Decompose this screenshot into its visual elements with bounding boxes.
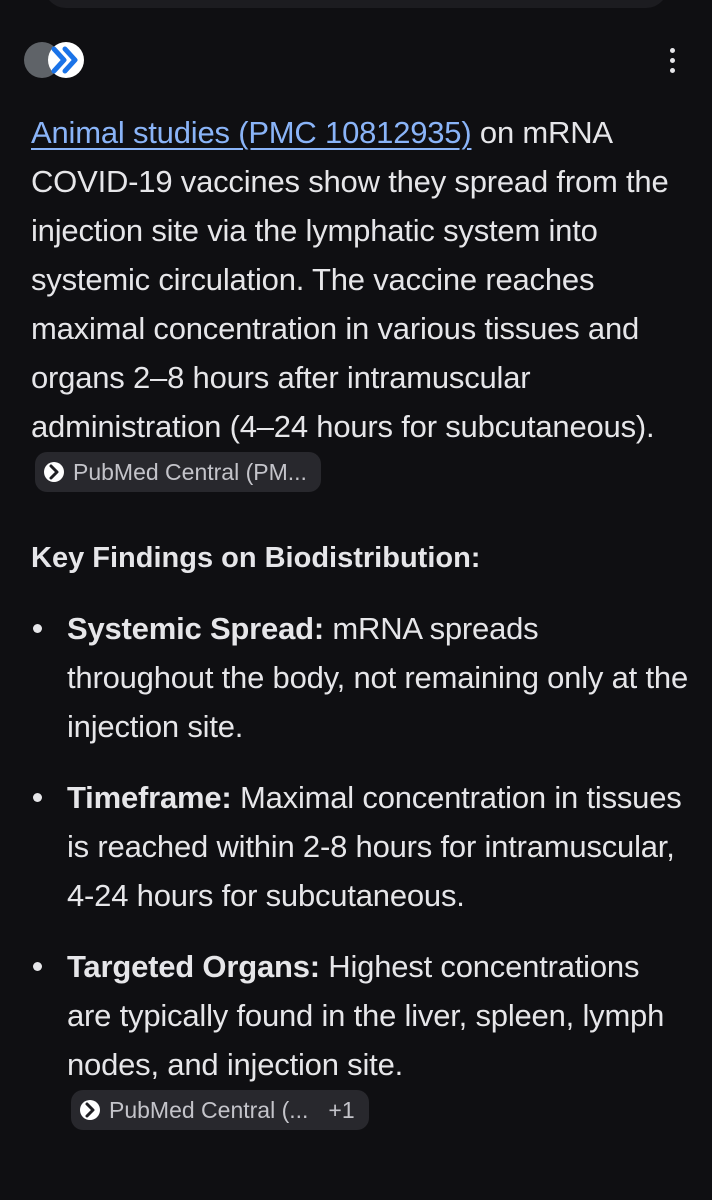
finding-text: Highest concentrations are typically found in the liver, spleen, lymph nodes, and injection site. xyxy=(67,949,665,1082)
more-vert-icon[interactable] xyxy=(660,42,684,78)
previous-card-edge xyxy=(44,0,668,8)
source-more-count: +1 xyxy=(328,1097,355,1123)
pmc-source-link[interactable]: Animal studies (PMC 10812935) xyxy=(31,115,472,150)
finding-term: Systemic Spread: xyxy=(67,611,324,646)
bullet-icon xyxy=(33,624,42,633)
intro-text: on mRNA COVID-19 vaccines show they spread from the injection site via the lymphatic system into systemic circulation. The vaccine reaches maximal concentration in various tissues and organs 2–8 hours after intramuscular administration (4–24 hours for subcutaneous). xyxy=(31,115,669,444)
bullet-icon xyxy=(33,793,42,802)
pubmed-source-chip[interactable] xyxy=(35,452,321,492)
finding-text: Maximal concentration in tissues is reached within 2-8 hours for intramuscular, 4-24 hours for subcutaneous. xyxy=(67,780,682,913)
list-item xyxy=(31,604,691,751)
source-chip-label: PubMed Central (PM... xyxy=(73,459,307,485)
source-chip-label: PubMed Central (... xyxy=(109,1097,309,1123)
section-heading: Key Findings on Biodistribution: xyxy=(31,542,481,574)
list-item xyxy=(31,942,691,1138)
findings-list xyxy=(31,604,691,1138)
source-chip-icon xyxy=(43,461,65,483)
list-item xyxy=(31,773,691,920)
finding-term: Timeframe: xyxy=(67,780,232,815)
finding-term: Targeted Organs: xyxy=(67,949,320,984)
intro-paragraph xyxy=(31,108,691,500)
bullet-icon xyxy=(33,962,42,971)
double-chevron-logo-icon xyxy=(22,40,88,80)
pubmed-source-chip[interactable] xyxy=(71,1090,369,1130)
response-content xyxy=(31,108,691,1160)
response-header xyxy=(22,38,692,82)
source-chip-icon xyxy=(79,1099,101,1121)
finding-text: mRNA spreads throughout the body, not remaining only at the injection site. xyxy=(67,611,688,744)
